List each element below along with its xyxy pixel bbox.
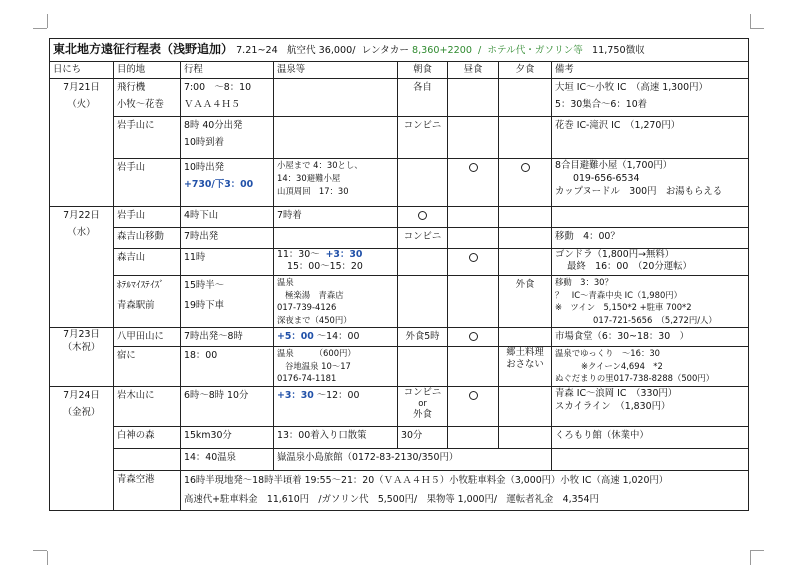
onsen-cell <box>274 79 398 117</box>
onsen-text: 温泉 （600円） <box>277 348 356 358</box>
itinerary-cell: 14：40温泉 <box>181 449 274 471</box>
onsen-text: 極楽湯 青森店 <box>285 289 344 300</box>
corner-mark <box>47 14 48 28</box>
onsen-cell <box>274 228 398 249</box>
note-text: 移動 3：30？ <box>555 277 613 287</box>
table-row <box>50 347 749 387</box>
date-label: 7月21日 <box>63 82 100 93</box>
notes-cell <box>552 449 749 471</box>
date-label: 7月24日 <box>63 390 100 401</box>
breakfast-cell <box>398 207 448 228</box>
dinner-cell <box>499 159 552 207</box>
lunch-cell <box>448 328 499 347</box>
circle-mark <box>469 163 478 172</box>
itinerary-cell <box>181 117 274 159</box>
notes-cell <box>552 207 749 228</box>
itinerary-cell <box>181 276 274 328</box>
dinner-cell <box>499 328 552 347</box>
header-destination: 目的地 <box>114 62 181 79</box>
table-row <box>50 427 749 449</box>
table-row <box>50 117 749 159</box>
breakfast-cell <box>398 347 448 387</box>
note-text: 017-721-5656 （5,272円/人） <box>593 314 717 325</box>
destination-text: ﾎﾃﾙﾏｲｽﾃｲｽﾞ <box>117 280 164 291</box>
airfare: 航空代 36,000/ <box>286 45 356 56</box>
document-title <box>50 39 749 62</box>
table-row <box>50 328 749 347</box>
circle-mark <box>469 253 478 262</box>
note-text: ※ ツイン 5,150*2 +駐車 700*2 <box>555 302 692 312</box>
destination-cell: 青森空港 <box>114 471 181 511</box>
onsen-text: 14：30避難小屋 <box>277 173 341 183</box>
destination-cell: 八甲田山に <box>114 328 181 347</box>
lunch-cell <box>448 249 499 276</box>
note-text: 大垣 IC～小牧 IC （高速 1,300円） <box>555 82 708 93</box>
onsen-duration: +3：30 <box>277 390 314 401</box>
destination-cell: 白神の森 <box>114 427 181 449</box>
onsen-text: 11：30～ <box>277 249 320 260</box>
date-cell <box>50 328 114 387</box>
table-row <box>50 228 749 249</box>
breakfast-cell: 外食5時 <box>398 328 448 347</box>
lunch-cell <box>448 79 499 117</box>
itinerary-cell: 15km30分 <box>181 427 274 449</box>
weekday-label: （木祝） <box>62 342 101 353</box>
header-row <box>50 62 749 79</box>
itinerary-cell: 6時～8時 10分 <box>181 387 274 427</box>
lunch-cell <box>448 276 499 328</box>
circle-mark <box>469 391 478 400</box>
onsen-cell <box>274 328 398 347</box>
weekday-label: （金祝） <box>62 407 101 418</box>
onsen-duration: +5：00 <box>277 331 314 342</box>
destination-cell: 岩木山に <box>114 387 181 427</box>
dinner-cell <box>499 249 552 276</box>
header-date: 日にち <box>50 62 114 79</box>
notes-cell <box>552 159 749 207</box>
note-text: ※クイーン4,694 *2 <box>581 360 663 371</box>
table-row <box>50 449 749 471</box>
breakfast-text: or <box>418 398 427 408</box>
note-text: 温泉でゆっくり ～16：30 <box>555 348 660 358</box>
notes-cell: 移動 4：00？ <box>552 228 749 249</box>
hotel-label: ホテル代・ガソリン等 <box>487 45 583 56</box>
rental-value: 8,360+2200 <box>412 45 472 56</box>
lunch-cell <box>448 387 499 427</box>
header-dinner: 夕食 <box>499 62 552 79</box>
onsen-text: ～14：00 <box>316 331 360 342</box>
header-onsen: 温泉等 <box>274 62 398 79</box>
circle-mark <box>418 211 427 220</box>
onsen-text: 15：00～15：20 <box>287 261 363 272</box>
table-row <box>50 249 749 276</box>
destination-text: 小牧～花巻 <box>117 99 164 110</box>
destination-text: 青森駅前 <box>117 300 155 311</box>
summary-cell <box>181 471 749 511</box>
header-breakfast: 朝食 <box>398 62 448 79</box>
circle-mark <box>521 163 530 172</box>
onsen-text: 小屋まで 4：30とし、 <box>277 160 363 170</box>
corner-mark <box>750 550 764 551</box>
note-text: 青森 IC～浪岡 IC （330円） <box>555 388 678 399</box>
onsen-text: 0176-74-1181 <box>277 373 337 383</box>
notes-cell <box>552 79 749 117</box>
lunch-cell <box>448 228 499 249</box>
breakfast-text: 外食 <box>413 409 432 420</box>
note-text: スカイライン （1,830円） <box>555 401 671 412</box>
destination-cell: 宿に <box>114 347 181 387</box>
breakfast-cell <box>398 276 448 328</box>
onsen-duration: +3：30 <box>325 249 363 260</box>
lunch-cell <box>448 207 499 228</box>
onsen-cell <box>274 117 398 159</box>
notes-cell: 市場食堂（6：30~18：30 ） <box>552 328 749 347</box>
breakfast-cell: コンビニ <box>398 228 448 249</box>
onsen-cell <box>274 347 398 387</box>
breakfast-cell: 各自 <box>398 79 448 117</box>
date-cell <box>50 207 114 328</box>
onsen-cell <box>274 159 398 207</box>
corner-mark <box>33 28 47 29</box>
note-text: 最終 16：00 （20分運転） <box>567 261 692 272</box>
note-text: 019-656-6534 <box>573 173 640 184</box>
onsen-cell: 13：00着入り口散策 <box>274 427 398 449</box>
dinner-cell <box>499 387 552 427</box>
note-text: ぬぐだまりの里017-738-8288（500円） <box>555 373 715 383</box>
itinerary-text: 8時 40分出発 <box>184 120 243 131</box>
notes-cell: 花巻 IC-滝沢 IC （1,270円） <box>552 117 749 159</box>
corner-mark <box>33 550 47 551</box>
breakfast-cell: コンビニ <box>398 117 448 159</box>
total-collect: 11,750徴収 <box>592 45 645 56</box>
breakfast-cell: 30分 <box>398 427 448 449</box>
circle-mark <box>469 332 478 341</box>
table-row <box>50 159 749 207</box>
weekday-label: （水） <box>67 227 96 238</box>
table-row <box>50 207 749 228</box>
corner-mark <box>750 28 764 29</box>
itinerary-cell: 7時出発 <box>181 228 274 249</box>
table-row <box>50 471 749 511</box>
breakfast-text: コンビニ <box>403 387 442 398</box>
itinerary-text: 10時到着 <box>184 137 225 148</box>
notes-cell <box>552 249 749 276</box>
lunch-cell <box>448 347 499 387</box>
notes-cell <box>552 276 749 328</box>
itinerary-cell: 18：00 <box>181 347 274 387</box>
header-itinerary: 行程 <box>181 62 274 79</box>
destination-cell <box>114 79 181 117</box>
itinerary-cell: 11時 <box>181 249 274 276</box>
lunch-cell <box>448 159 499 207</box>
onsen-text: ～12：00 <box>316 390 360 401</box>
itinerary-text: 15時半～ <box>184 280 225 291</box>
onsen-text: 017-739-4126 <box>277 302 337 312</box>
destination-cell: 岩手山 <box>114 159 181 207</box>
notes-cell <box>552 387 749 427</box>
destination-text: 飛行機 <box>117 82 146 93</box>
onsen-text: 深夜まで（450円） <box>277 314 352 325</box>
date-cell <box>50 387 114 511</box>
destination-cell: 森吉山移動 <box>114 228 181 249</box>
itinerary-text: +730/下3：00 <box>184 179 254 190</box>
header-lunch: 昼食 <box>448 62 499 79</box>
note-text: ゴンドラ（1,800円→無料） <box>555 249 675 260</box>
onsen-text: 谷地温泉 10～17 <box>285 360 351 371</box>
itinerary-cell <box>181 79 274 117</box>
lunch-cell <box>448 427 499 449</box>
onsen-cell <box>274 276 398 328</box>
summary-text: 高速代+駐車料金 11,610円 /ガソリン代 5,500円/ 果物等 1,000円/ 運転者礼金 4,354円 <box>184 494 599 505</box>
itinerary-text: ＶＡＡ４Ｈ５ <box>184 99 241 110</box>
itinerary-cell <box>181 159 274 207</box>
table-row <box>50 276 749 328</box>
onsen-cell: 7時着 <box>274 207 398 228</box>
onsen-text: 山頂周回 17：30 <box>277 186 349 196</box>
title-row <box>50 39 749 62</box>
itinerary-text: 7:00 ～8：10 <box>184 82 252 93</box>
breakfast-cell <box>398 387 448 427</box>
note-text: 8合目避難小屋（1,700円） <box>555 160 673 171</box>
breakfast-cell <box>398 159 448 207</box>
corner-mark <box>47 551 48 565</box>
destination-cell <box>114 276 181 328</box>
header-notes: 備考 <box>552 62 749 79</box>
dinner-cell <box>499 207 552 228</box>
dinner-cell <box>499 79 552 117</box>
note-text: カップヌードル 300円 お湯もらえる <box>555 186 723 197</box>
destination-cell: 岩手山に <box>114 117 181 159</box>
notes-cell: くろもり館（休業中） <box>552 427 749 449</box>
note-text: 5：30集合～6：10着 <box>555 99 648 110</box>
destination-cell: 岩手山 <box>114 207 181 228</box>
breakfast-cell <box>398 249 448 276</box>
itinerary-table <box>49 38 749 511</box>
corner-mark <box>750 551 751 565</box>
weekday-label: （火） <box>67 99 96 110</box>
dinner-cell <box>499 117 552 159</box>
destination-cell <box>114 449 181 471</box>
onsen-cell <box>274 387 398 427</box>
title-main: 東北地方遠征行程表（浅野追加） <box>53 42 234 56</box>
onsen-text: 温泉 <box>277 277 294 287</box>
corner-mark <box>750 14 751 28</box>
dinner-cell: 外食 <box>499 276 552 328</box>
rental-label: レンタカー <box>361 45 409 56</box>
table-row <box>50 387 749 427</box>
dinner-cell <box>499 427 552 449</box>
note-text: ？ IC～青森中央 IC（1,980円） <box>555 289 683 300</box>
notes-cell <box>552 347 749 387</box>
date-label: 7月23日 <box>63 329 100 340</box>
summary-text: 16時半現地発～18時半頃着 19:55～21：20（ＶＡＡ４Ｈ５）小牧駐車料金（3,000円）小牧 IC（高速 1,020円） <box>184 475 669 486</box>
onsen-cell: 嶽温泉小島旅館（0172-83-2130/350円） <box>274 449 552 471</box>
itinerary-cell: 7時出発～8時 <box>181 328 274 347</box>
table-row <box>50 79 749 117</box>
title-slash: / <box>478 45 482 56</box>
date-label: 7月22日 <box>63 210 100 221</box>
title-dates: 7.21~24 <box>236 45 278 56</box>
date-cell <box>50 79 114 207</box>
onsen-cell <box>274 249 398 276</box>
lunch-cell <box>448 117 499 159</box>
dinner-cell <box>499 228 552 249</box>
itinerary-text: 10時出発 <box>184 162 225 173</box>
itinerary-cell: 4時下山 <box>181 207 274 228</box>
itinerary-text: 19時下車 <box>184 300 225 311</box>
destination-cell: 森吉山 <box>114 249 181 276</box>
dinner-cell: 郷土料理おさない <box>499 347 552 387</box>
